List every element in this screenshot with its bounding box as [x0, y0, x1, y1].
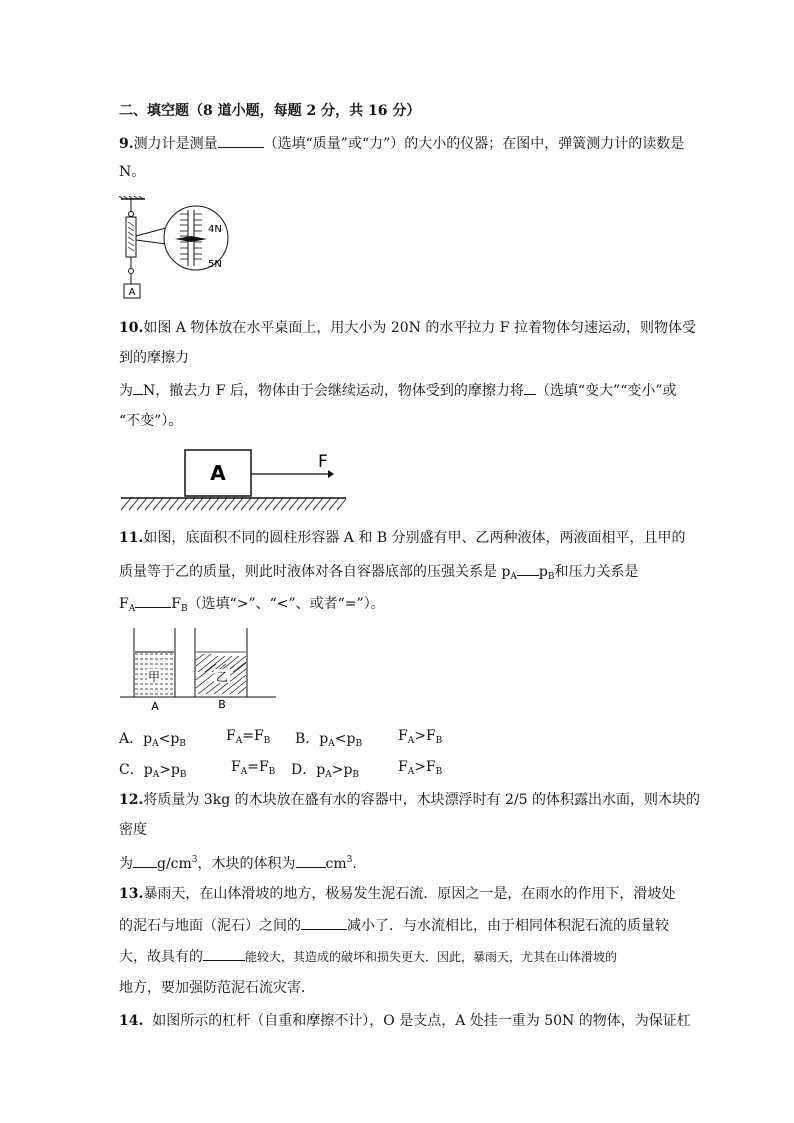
- q11-sub-b: B: [547, 572, 555, 582]
- section-title: 二、填空题（8 道小题，每题 2 分，共 16 分）: [119, 103, 421, 119]
- q10-line1: [119, 318, 696, 338]
- q12-text-3c: ，木块的体积为: [197, 856, 296, 872]
- q9-number: 9.: [119, 136, 134, 152]
- q13-text-1: 暴雨天，在山体滑坡的地方，极易发生泥石流．原因之一是，在雨水的作用下，滑坡处: [143, 886, 676, 902]
- q11-sub-fb: B: [180, 604, 188, 614]
- q12-unit-2: cm: [325, 856, 347, 872]
- q10-line2: 到的摩擦力: [119, 350, 189, 366]
- q9-line1: [119, 133, 684, 154]
- q10-blank-2[interactable]: [524, 380, 536, 395]
- q10-text-3b: N，撤去力 F 后，物体由于会继续运动，物体受到的摩擦力将: [143, 383, 524, 399]
- q11-oc-sub4: B: [268, 767, 276, 777]
- q13-blank-1[interactable]: [301, 915, 347, 930]
- q11-liquid-b: 乙: [215, 670, 229, 684]
- q13-text-2b: 减小了．与水流相比，由于相同体积泥石流的质量较: [347, 918, 669, 934]
- q11-number: 11.: [119, 530, 144, 546]
- q9-text-c: N。: [119, 164, 146, 180]
- q11-od-rel1: >: [331, 762, 344, 778]
- q11-od-sub3: A: [407, 767, 415, 777]
- spring-scale-figure: [118, 196, 230, 304]
- q11-oa-sub4: B: [263, 736, 271, 746]
- q12-text-1: 将质量为 3kg 的木块放在盛有水的容器中，木块漂浮时有 2/5 的体积露出水面，则木块的: [143, 792, 701, 808]
- q11-text-1: 如图，底面积不同的圆柱形容器 A 和 B 分别盛有甲、乙两种液体，两液面相平，且甲的: [143, 530, 686, 546]
- q9-text-b: （选填“质量”或“力”）的大小的仪器；在图中，弹簧测力计的读数是: [263, 136, 685, 152]
- q11-oc-sub1: A: [152, 770, 160, 780]
- q11-ob-sub3: A: [407, 736, 415, 746]
- q11-od-sub4: B: [435, 767, 443, 777]
- q11-sub-a: A: [510, 572, 517, 582]
- q12-line3: [119, 853, 357, 874]
- q11-option-c-label: C．: [119, 762, 144, 778]
- q14-number: 14.: [119, 1013, 144, 1029]
- q11-option-a-force: $F_A=F_B$: [226, 728, 271, 746]
- q12-blank-1[interactable]: [133, 853, 157, 868]
- q11-sub-fa: A: [128, 604, 136, 614]
- q10-blank-1[interactable]: [133, 380, 143, 395]
- q11-blank-1[interactable]: [517, 561, 539, 576]
- q11-ob-rel2: >: [414, 728, 426, 744]
- q11-option-c-force: $F_A=F_B$: [231, 759, 276, 777]
- block-force-figure: [118, 446, 348, 516]
- q13-line4: 地方，要加强防范泥石流灾害．: [119, 980, 315, 996]
- q11-oa-rel2: =: [242, 728, 254, 744]
- q10-line3: [119, 380, 677, 401]
- q11-option-d-force: $F_A>F_B$: [398, 759, 443, 777]
- q10-block-label: A: [210, 461, 226, 485]
- q14-line1: [119, 1011, 691, 1031]
- q11-text-2a: 质量等于乙的质量，则此时液体对各自容器底部的压强关系是 p: [119, 564, 511, 580]
- q11-ob-sub2: B: [355, 739, 363, 749]
- q11-oa-sub3: A: [235, 736, 243, 746]
- q12-sup-2: 3: [346, 855, 353, 865]
- q10-text-3c: （选填“变大”“变小”或: [535, 383, 677, 399]
- q11-option-a[interactable]: A．$p_A<p_B$: [119, 731, 186, 749]
- q9-label-4n: 4N: [208, 224, 222, 235]
- q11-label-b: B: [218, 698, 226, 711]
- q9-block-label: A: [128, 287, 136, 298]
- q11-oc-sub3: A: [240, 767, 248, 777]
- q11-text-2b: 和压力关系是: [554, 564, 639, 580]
- containers-figure: [118, 624, 278, 714]
- q11-option-b-label: B．: [295, 731, 320, 747]
- q13-text-3a: 大，故具有的: [119, 949, 203, 965]
- q12-text-3a: 为: [119, 856, 133, 872]
- q11-line1: [119, 528, 686, 548]
- q13-line1: [119, 884, 675, 904]
- q11-oc-rel2: =: [247, 759, 259, 775]
- q11-oa-sub1: A: [152, 739, 159, 749]
- q11-ob-sub1: A: [328, 739, 335, 749]
- q11-label-a: A: [151, 700, 159, 713]
- q12-line2: 密度: [119, 822, 147, 838]
- q10-text-1: 如图 A 物体放在水平桌面上，用大小为 20N 的水平拉力 F 拉着物体匀速运动，则物体受: [143, 320, 696, 336]
- q9-line2: [119, 162, 145, 182]
- q13-line3: [119, 946, 617, 967]
- q11-text-3b: （选填“>”、“<”、或者“=”）。: [187, 596, 385, 612]
- q11-option-c[interactable]: C．$p_A>p_B$: [119, 762, 187, 780]
- q11-ob-rel1: <: [334, 731, 347, 747]
- q11-oc-rel1: >: [159, 762, 171, 778]
- q11-od-rel2: >: [414, 759, 426, 775]
- q9-text-a: 测力计是测量: [133, 136, 218, 152]
- q11-oa-sub2: B: [179, 739, 186, 749]
- q10-number: 10.: [119, 320, 144, 336]
- q11-option-b-force: $F_A>F_B$: [398, 728, 443, 746]
- q13-blank-2[interactable]: [203, 946, 245, 961]
- q10-force-label: F: [318, 452, 328, 472]
- q11-oa-rel1: <: [158, 731, 171, 747]
- q11-od-sub1: A: [325, 770, 332, 780]
- q11-ob-sub4: B: [435, 736, 443, 746]
- q11-f-b: F: [171, 596, 181, 612]
- q10-text-3a: 为: [119, 383, 133, 399]
- q9-blank-1[interactable]: [218, 133, 264, 148]
- q11-line2: [119, 561, 639, 582]
- q14-text-1: 如图所示的杠杆（自重和摩擦不计），O 是支点，A 处挂一重为 50N 的物体，为保证杠: [152, 1013, 691, 1029]
- q12-number: 12.: [119, 792, 144, 808]
- q9-label-5n: 5N: [208, 259, 222, 270]
- q11-oc-sub2: B: [179, 770, 187, 780]
- q11-options-row-1: [0, 728, 794, 748]
- q12-unit-1: g/cm: [157, 856, 192, 872]
- q11-liquid-a: 甲: [147, 670, 161, 684]
- q11-option-d[interactable]: D．$p_A>p_B$: [291, 762, 360, 780]
- q13-line2: [119, 915, 669, 936]
- q13-number: 13.: [119, 886, 144, 902]
- q12-blank-2[interactable]: [296, 853, 326, 868]
- q11-blank-2[interactable]: [135, 593, 171, 608]
- q13-text-3b: 能较大，其造成的破坏和损失更大．因此，暴雨天，尤其在山体滑坡的: [245, 950, 618, 964]
- q12-text-3e: .: [352, 856, 357, 872]
- q11-p-b: p: [538, 564, 548, 580]
- q11-f-a: F: [119, 596, 129, 612]
- q13-text-2a: 的泥石与地面（泥石）之间的: [119, 918, 301, 934]
- q11-options-row-2: [0, 759, 794, 779]
- q10-line4: “不变”）。: [119, 413, 183, 429]
- q12-line1: [119, 790, 700, 810]
- q11-line3: [119, 593, 385, 614]
- q12-sup-1: 3: [191, 855, 198, 865]
- q11-option-d-label: D．: [291, 762, 317, 778]
- q11-option-a-label: A．: [119, 731, 144, 747]
- q11-option-b[interactable]: B．$p_A<p_B$: [295, 731, 363, 749]
- q11-od-sub2: B: [352, 770, 360, 780]
